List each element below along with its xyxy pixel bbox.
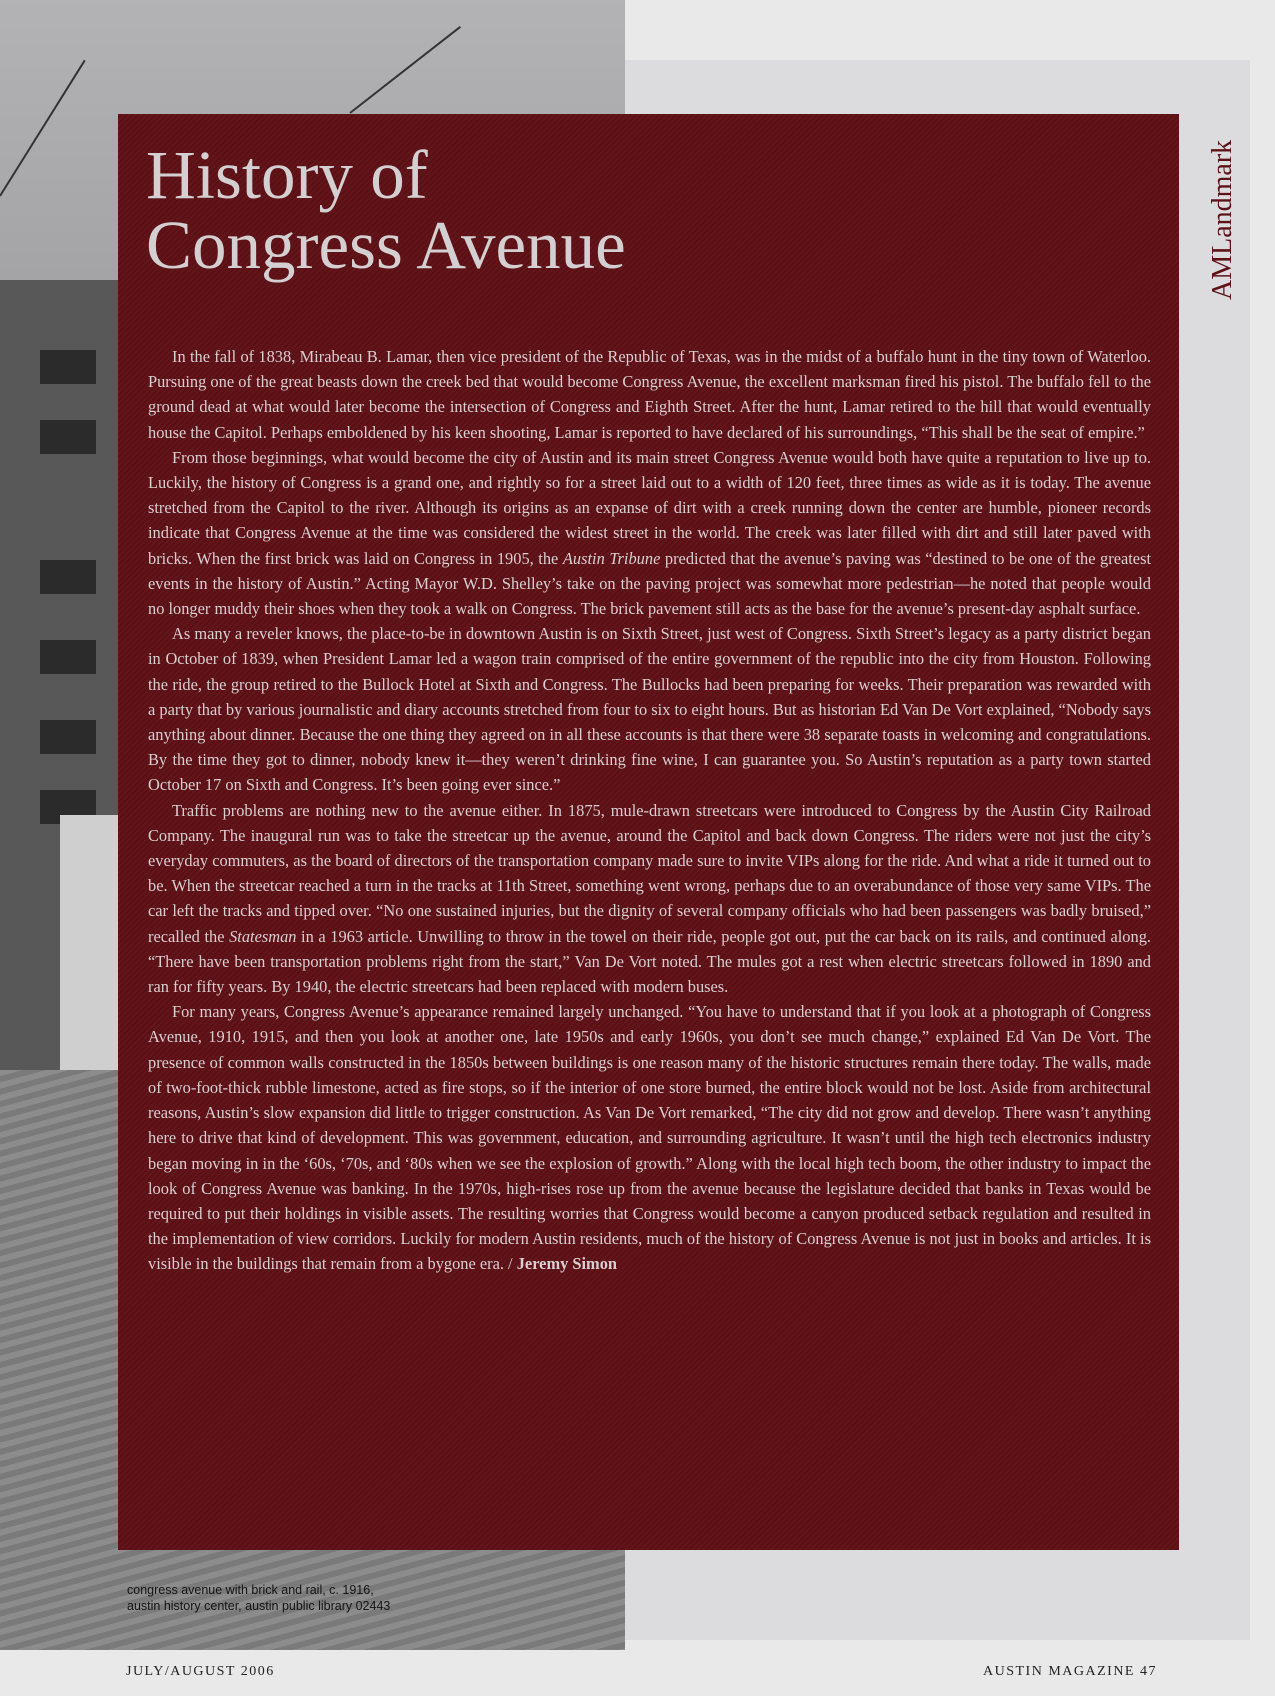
- publication-name: Statesman: [229, 926, 297, 946]
- page-number: AUSTIN MAGAZINE 47: [983, 1664, 1157, 1679]
- paragraph: In the fall of 1838, Mirabeau B. Lamar, then vice president of the Republic of Texas, was in the midst of a buffalo hunt in the tiny town of Waterloo. Pursuing one of the great beasts down the creek bed that would become Congress Avenue, the excellent marksman fired his pistol. The buffalo fell to the ground dead at what would later become the intersection of Congress and Eighth Street. After the hunt, Lamar retired to the hill that would eventually house the Capitol. Perhaps emboldened by his keen shooting, Lamar is reported to have declared of his surroundings, “This shall be the seat of empire.”: [148, 347, 1151, 442]
- title-line-1: History of: [146, 137, 428, 213]
- article-title: [146, 137, 626, 283]
- section-label: AMLandmark: [1207, 139, 1238, 300]
- author-byline: Jeremy Simon: [516, 1254, 618, 1274]
- paragraph: From those beginnings, what would become the city of Austin and its main street Congress Avenue would both have quite a reputation to live up to. Luckily, the history of Congress is a grand one, and rightly so for a street laid out to a width of 120 feet, three times as wide as it is today. The avenue stretched from the Capitol to the river. Although its origins as an expanse of dirt with a creek running down the center are humble, pioneer records indicate that Congress Avenue at the time was considered the widest street in the world. The creek was later filled with dirt and still later paved with bricks. When the first brick was laid on Congress in 1905, the Austin Tribune predicted that the avenue’s paving was “destined to be one of the greatest events in the history of Austin.” Acting Mayor W.D. Shelley’s take on the paving project was somewhat more pedestrian—he noted that people would no longer muddy their shoes when they took a walk on Congress. The brick pavement still acts as the base for the avenue’s present-day asphalt surface.: [148, 447, 1152, 619]
- publication-name: Austin Tribune: [562, 548, 661, 568]
- building-window: [40, 720, 96, 754]
- building-window: [40, 560, 96, 594]
- paragraph: As many a reveler knows, the place-to-be in downtown Austin is on Sixth Street, just west of Congress. Sixth Street’s legacy as a party district began in October of 1839, when President Lamar led a wagon train comprised of the entire government of the republic into the city from Houston. Following the ride, the group retired to the Bullock Hotel at Sixth and Congress. The Bullocks had been preparing for weeks. Their preparation was rewarded with a party that by various journalistic and diary accounts stretched from four to six to eight hours. But as historian Ed Van De Vort explained, “Nobody says anything about dinner. Because the one thing they agreed on in all these accounts is that there were 38 separate toasts in welcoming and congratulations. By the time they got to dinner, nobody knew it—they weren’t drinking fine wine, I can guarantee you. So Austin’s reputation as a party town started October 17 on Sixth and Congress. It’s been going ever since.”: [148, 624, 1151, 795]
- article-body: [148, 344, 1151, 1277]
- paragraph: Traffic problems are nothing new to the avenue either. In 1875, mule-drawn streetcars were introduced to Congress by the Austin City Railroad Company. The inaugural run was to take the streetcar up the avenue, around the Capitol and back down Congress. The riders were not just the city’s everyday commuters, as the board of directors of the transportation company made sure to invite VIPs along for the ride. And what a ride it turned out to be. When the streetcar reached a turn in the tracks at 11th Street, something went wrong, perhaps due to an overabundance of those very same VIPs. The car left the tracks and tipped over. “No one sustained injuries, but the dignity of several company officials who had been passengers was badly bruised,” recalled the Statesman in a 1963 article. Unwilling to throw in the towel on their ride, people got out, put the car back on its rails, and continued along. “There have been transportation problems right from the start,” Van De Vort noted. The mules got a rest when electric streetcars followed in 1890 and ran for fifty years. By 1940, the electric streetcars had been replaced with modern buses.: [148, 800, 1151, 997]
- paragraph: For many years, Congress Avenue’s appearance remained largely unchanged. “You have to understand that if you look at a photograph of Congress Avenue, 1910, 1915, and then you look at another one, late 1950s and early 1960s, you don’t see much change,” explained Ed Van De Vort. The presence of common walls constructed in the 1850s between buildings is one reason many of the historic structures remain there today. The walls, made of two-foot-thick rubble limestone, acted as fire stops, so if the interior of one store burned, the entire block would not be lost. Aside from architectural reasons, Austin’s slow expansion did little to trigger construction. As Van De Vort remarked, “The city did not grow and develop. There wasn’t anything here to drive that kind of development. This was government, education, and surrounding agriculture. It wasn’t until the high tech electronics industry began moving in in the ‘60s, ‘70s, and ‘80s when we see the explosion of growth.” Along with the local high tech boom, the other industry to impact the look of Congress Avenue was banking. In the 1970s, high-rises rose up from the avenue because the legislature decided that banks in Texas would be required to put their holdings in visible assets. The resulting worries that Congress would become a canyon produced setback regulation and resulted in the implementation of view corridors. Luckily for modern Austin residents, much of the history of Congress Avenue is not just in books and articles. It is visible in the buildings that remain from a bygone era. / Jeremy Simon: [148, 1002, 1151, 1274]
- photo-caption: congress avenue with brick and rail, c. 1916, austin history center, austin public library 02443: [127, 1583, 391, 1613]
- photo-building-front: [60, 815, 122, 1070]
- building-window: [40, 350, 96, 384]
- building-window: [40, 640, 96, 674]
- title-line-2: Congress Avenue: [146, 207, 626, 283]
- building-window: [40, 420, 96, 454]
- issue-date: JULY/AUGUST 2006: [126, 1664, 275, 1679]
